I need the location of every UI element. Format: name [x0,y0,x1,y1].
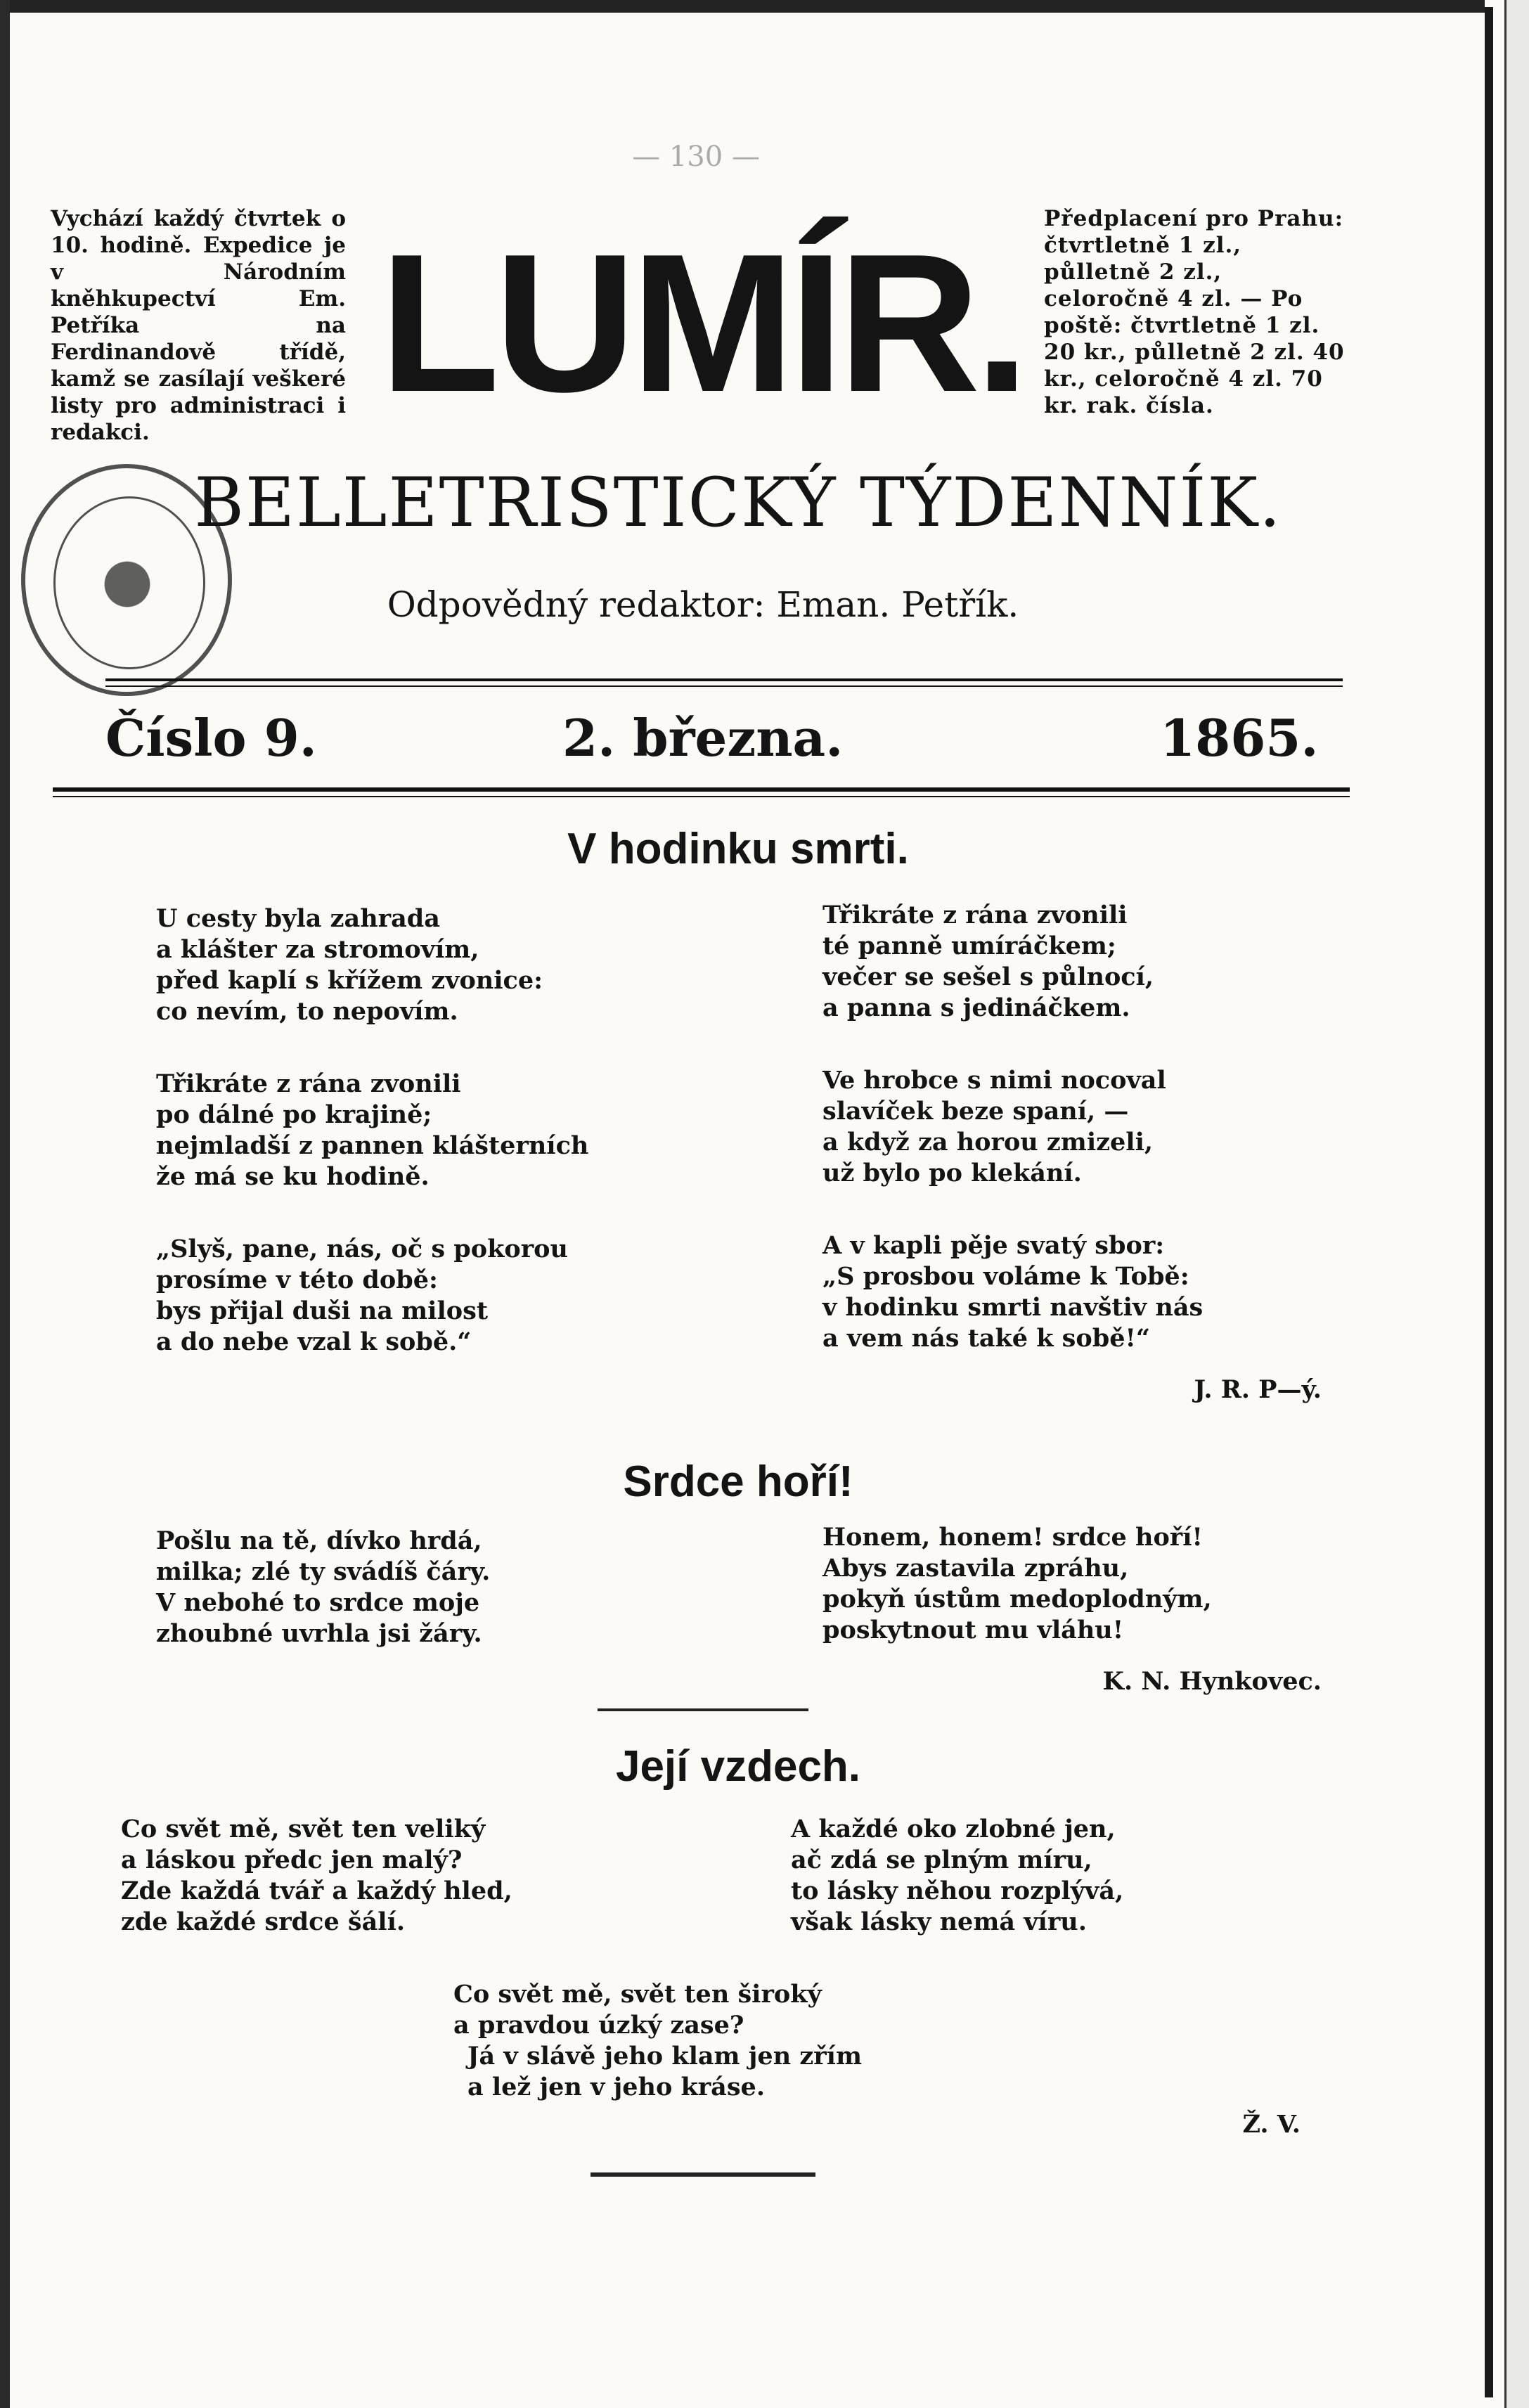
verse-line: bys přijal duši na milost [156,1296,488,1325]
poem-stanza [791,1814,1123,1938]
verse-line: ač zdá se plným míru, [791,1846,1092,1874]
poem-title: Její vzdech. [615,1742,861,1791]
verse-line: zde každé srdce šálí. [121,1907,406,1936]
verse-line: Honem, honem! srdce hoří! [822,1523,1203,1552]
verse-line: co nevím, to nepovím. [156,997,458,1026]
issue-number: Číslo 9. [105,708,317,768]
poem-signature: J. R. P—ý. [1194,1375,1322,1404]
verse-line: večer se sešel s půlnocí, [822,962,1154,991]
verse-line: už bylo po klekání. [822,1159,1082,1187]
poem-stanza [156,1526,490,1649]
verse-line: že má se ku hodině. [156,1162,430,1191]
verse-line: Já v slávě jeho klam jen zřím [467,2042,862,2071]
verse-line: před kaplí s křížem zvonice: [156,966,543,995]
verse-line: U cesty byla zahrada [156,904,440,933]
subscription-info: Předplacení pro Prahu: čtvrtletně 1 zl., půlletně 2 zl., celoročně 4 zl. — Po poště: čtvrtletně 1 zl. 20 kr., půlletně 2 zl. 40 kr., celoročně 4 zl. 70 kr. rak. čísla. [1044,206,1345,418]
issue-year: 1865. [1160,708,1319,768]
poem-stanza [822,1522,1212,1646]
verse-line: Abys zastavila zpráhu, [822,1554,1129,1583]
poem-stanza [822,900,1154,1024]
verse-line: poskytnout mu vláhu! [822,1616,1124,1644]
page-number: — 130 — [632,141,760,173]
poem-stanza [156,1234,568,1358]
verse-line: „S prosbou voláme k Tobě: [822,1262,1189,1291]
header-rule-top-thin [105,685,1343,687]
verse-line: A každé oko zlobné jen, [791,1815,1116,1843]
verse-line: a lež jen v jeho kráse. [467,2073,766,2101]
verse-line: „Slyš, pane, nás, oč s pokorou [156,1235,568,1263]
header-rule-top [105,678,1343,681]
poem-title: V hodinku smrti. [567,825,909,873]
poem-title: Srdce hoří! [623,1457,853,1506]
header-rule-bottom-thin [53,796,1350,797]
poem-stanza [822,1065,1166,1189]
verse-line: po dálné po krajině; [156,1100,432,1129]
verse-line: Zde každá tvář a každý hled, [121,1876,512,1905]
verse-line: a do nebe vzal k sobě.“ [156,1327,472,1356]
verse-line: V nebohé to srdce moje [156,1588,480,1617]
poem-signature: K. N. Hynkovec. [1102,1667,1322,1696]
poem-stanza [822,1230,1203,1354]
poem-stanza [156,903,543,1027]
scan-edge-right [1485,7,1493,2397]
publication-info: Vychází každý čtvrtek o 10. hodině. Expedice je v Národním kněhkupectví Em. Petříka na Ferdinandově třídě, kamž se zasílají veškeré listy pro administraci i redakci. [51,206,346,445]
verse-line: A v kapli pěje svatý sbor: [822,1231,1165,1260]
verse-line: Co svět mě, svět ten široký [453,1980,822,2009]
poem-stanza [121,1814,512,1938]
verse-line: milka; zlé ty svádíš čáry. [156,1557,491,1586]
scan-margin-right [1504,0,1529,2408]
scan-edge-top [0,0,1485,13]
verse-line: v hodinku smrti navštiv nás [822,1293,1204,1322]
verse-line: a vem nás také k sobě!“ [822,1324,1150,1353]
verse-line: pokyň ústům medoplodným, [822,1585,1212,1614]
verse-line: a když za horou zmizeli, [822,1128,1154,1157]
masthead-title: LUMÍR. [380,214,1024,433]
verse-line: Třikráte z rána zvonili [156,1069,461,1098]
issue-line [105,708,1319,768]
verse-line: Pošlu na tě, dívko hrdá, [156,1526,482,1555]
stamp-emblem [75,532,180,637]
verse-line: Co svět mě, svět ten veliký [121,1815,486,1843]
scan-edge-left [0,0,10,2408]
verse-line: nejmladší z pannen klášterních [156,1131,589,1160]
verse-line: Třikráte z rána zvonili [822,901,1128,929]
verse-line: však lásky nemá víru. [791,1907,1087,1936]
poem-stanza [453,1979,862,2103]
verse-line: zhoubné uvrhla jsi žáry. [156,1619,482,1648]
section-divider [598,1708,808,1711]
poem-signature: Ž. V. [1242,2110,1301,2139]
verse-line: té panně umíráčkem; [822,932,1116,960]
verse-line: to lásky něhou rozplývá, [791,1876,1124,1905]
verse-line: Ve hrobce s nimi nocoval [822,1066,1166,1095]
verse-line: a pravdou úzký zase? [453,2011,744,2040]
end-ornament [591,2172,815,2177]
newspaper-subtitle: BELLETRISTICKÝ TÝDENNÍK. [194,463,1282,542]
verse-line: prosíme v této době: [156,1266,438,1294]
header-rule-bottom [53,787,1350,792]
verse-line: a panna s jedináčkem. [822,993,1130,1022]
verse-line: slavíček beze spaní, — [822,1097,1129,1126]
editor-line: Odpovědný redaktor: Eman. Petřík. [387,584,1019,625]
verse-line: a klášter za stromovím, [156,935,479,964]
issue-date: 2. března. [562,708,844,768]
poem-stanza [156,1069,588,1192]
verse-line: a láskou předc jen malý? [121,1846,463,1874]
